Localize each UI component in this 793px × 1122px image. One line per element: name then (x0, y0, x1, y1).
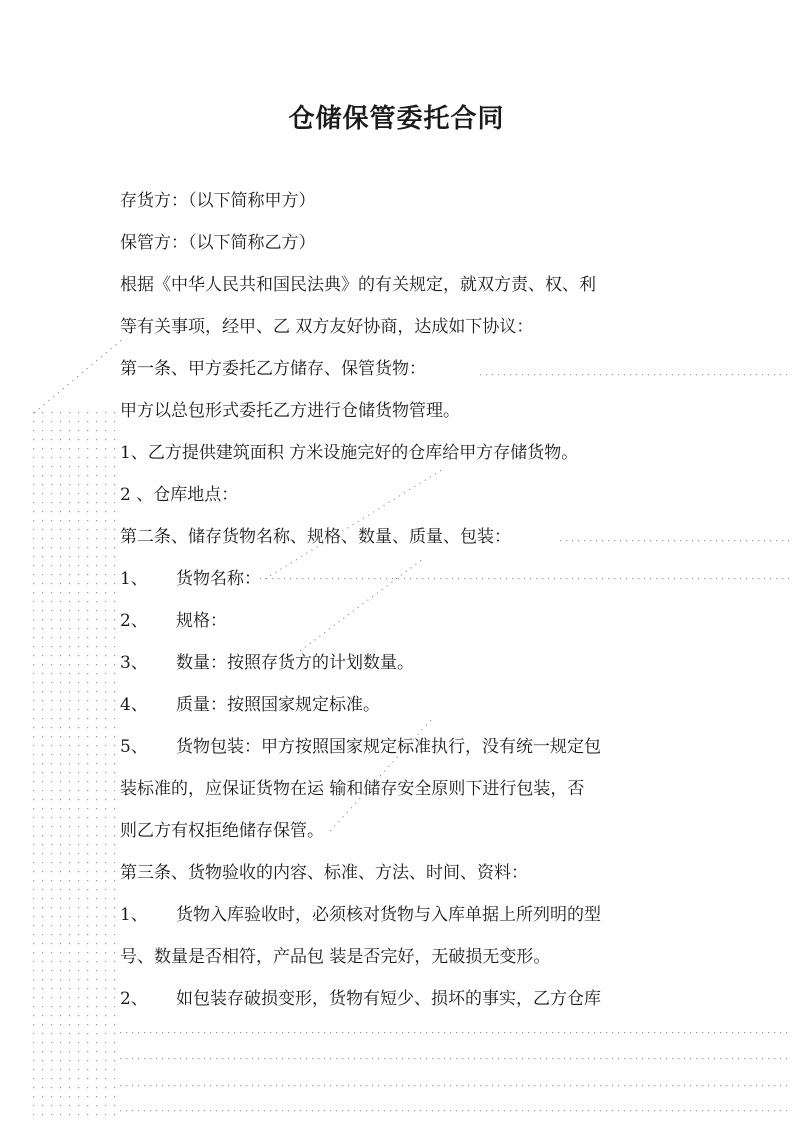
article-2-item-3 (120, 652, 414, 674)
article-2-item-4 (120, 694, 380, 716)
item-text: 质量：按照国家规定标准。 (176, 695, 380, 715)
item-number: 2、 (120, 989, 148, 1009)
article-2-item-5-cont-2: 则乙方有权拒绝储存保管。 (120, 821, 324, 841)
item-number: 2、 (120, 611, 148, 631)
article-1-item-2: 2 、仓库地点： (120, 485, 239, 505)
article-3-item-2 (120, 988, 601, 1010)
custodian-line: 保管方：（以下简称乙方） (120, 233, 316, 253)
preamble-line-2: 等有关事项，经甲、乙 双方友好协商，达成如下协议： (120, 317, 534, 337)
item-text: 规格： (176, 611, 227, 631)
article-3-item-1 (120, 904, 601, 926)
item-number: 1、 (120, 905, 148, 925)
item-text: 货物名称： (176, 569, 261, 589)
article-3-item-1-cont: 号、数量是否相符，产品包 装是否完好，无破损无变形。 (120, 947, 551, 967)
item-text: 如包装存破损变形，货物有短少、损坏的事实，乙方仓库 (176, 989, 601, 1009)
item-text: 数量：按照存货方的计划数量。 (176, 653, 414, 673)
article-2-item-5 (120, 736, 601, 758)
article-2-item-2 (120, 610, 227, 632)
item-number: 4、 (120, 695, 148, 715)
contract-title: 仓储保管委托合同 (288, 104, 505, 134)
item-text: 货物包装：甲方按照国家规定标准执行，没有统一规定包 (176, 737, 601, 757)
article-3-heading: 第三条、货物验收的内容、标准、方法、时间、资料： (120, 863, 528, 883)
article-1-text: 甲方以总包形式委托乙方进行仓储货物管理。 (120, 401, 460, 421)
item-number: 3、 (120, 653, 148, 673)
article-1-heading: 第一条、甲方委托乙方储存、保管货物： (120, 359, 426, 379)
depositor-line: 存货方：（以下简称甲方） (120, 191, 316, 211)
item-number: 5、 (120, 737, 148, 757)
item-text: 货物入库验收时，必须核对货物与入库单据上所列明的型 (176, 905, 601, 925)
item-number: 1、 (120, 569, 148, 589)
preamble-line-1: 根据《中华人民共和国民法典》的有关规定，就双方责、权、利 (120, 275, 596, 295)
article-2-item-1 (120, 568, 261, 590)
article-1-item-1: 1、乙方提供建筑面积 方米设施完好的仓库给甲方存储货物。 (120, 443, 579, 463)
article-2-heading: 第二条、储存货物名称、规格、数量、质量、包装： (120, 527, 511, 547)
article-2-item-5-cont-1: 装标准的，应保证货物在运 输和储存安全原则下进行包装，否 (120, 779, 585, 799)
